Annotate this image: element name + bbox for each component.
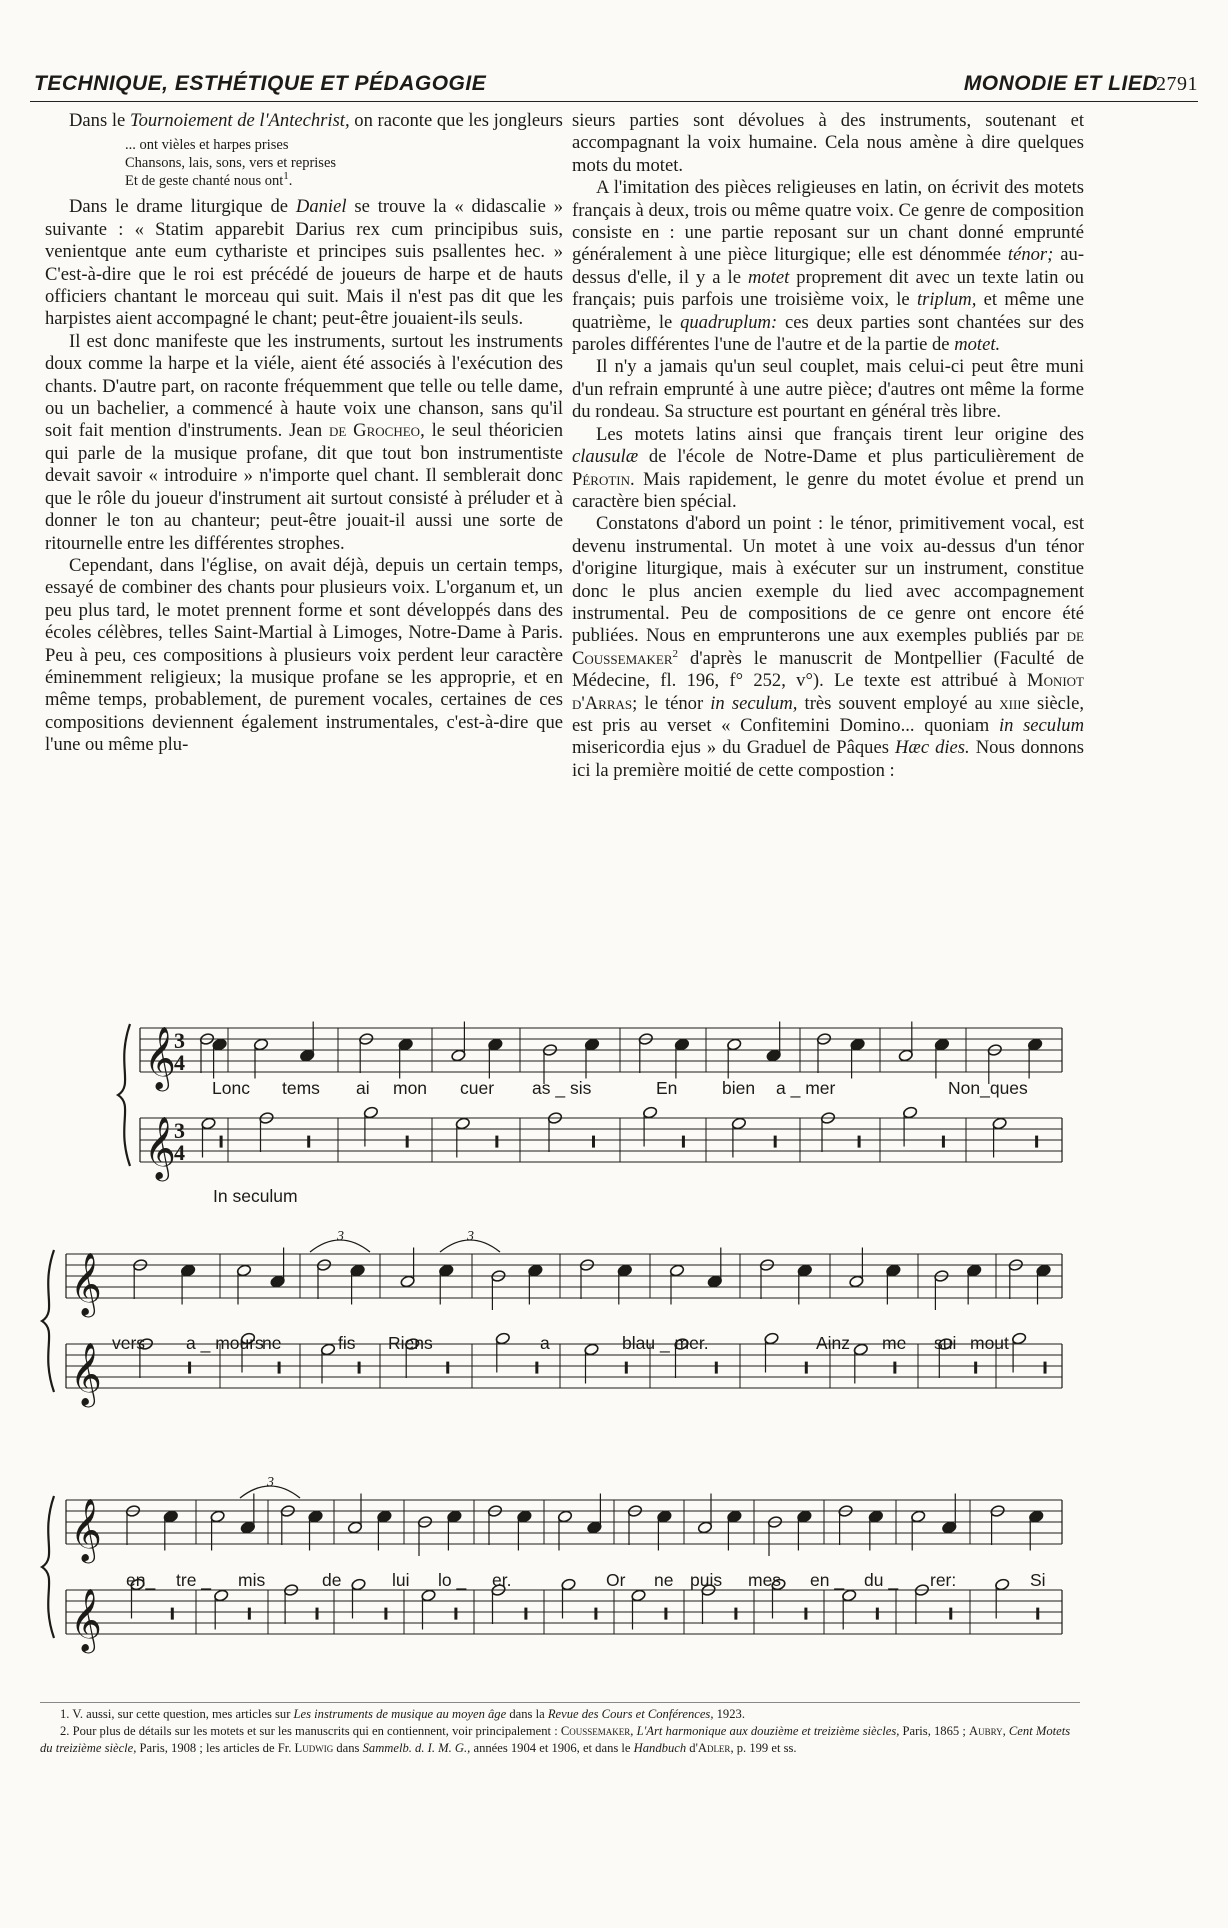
note-head bbox=[838, 1504, 853, 1517]
note-head bbox=[542, 1043, 557, 1056]
note-head bbox=[350, 1264, 365, 1277]
treble-clef-icon: 𝄞 bbox=[70, 1342, 102, 1405]
quarter-rest-icon bbox=[384, 1608, 387, 1620]
lyric-syllable: a bbox=[540, 1333, 550, 1353]
note-head bbox=[212, 1038, 227, 1051]
verse-line: Et de geste chanté nous ont$^1$. bbox=[125, 170, 293, 190]
note-head bbox=[797, 1510, 812, 1523]
paragraph: Les motets latins ainsi que français tirent leur origine des clausulæ de l'école de Notre-Dame et plus particulièrement de Pérotin. Mais rapidement, le genre du motet évolue et prend un caractère bien spécial. bbox=[572, 423, 1084, 512]
footnote-1: 1. V. aussi, sur cette question, mes articles sur Les instruments de musique au moyen âge dans la Revue des Cours et Conférences, 1923. bbox=[60, 1707, 745, 1721]
note-head bbox=[561, 1578, 576, 1591]
note-head bbox=[308, 1510, 323, 1523]
quarter-rest-icon bbox=[454, 1608, 457, 1620]
quarter-rest-icon bbox=[774, 1136, 777, 1148]
note-head bbox=[584, 1343, 599, 1356]
note-head bbox=[283, 1583, 298, 1596]
lyric-syllable: ne bbox=[654, 1570, 674, 1590]
verse-line: Chansons, lais, sons, vers et reprises bbox=[125, 155, 337, 172]
treble-clef-icon: 𝄞 bbox=[144, 1026, 176, 1089]
note-head bbox=[850, 1038, 865, 1051]
lyric-syllable: tems bbox=[282, 1078, 320, 1098]
right-column bbox=[572, 110, 1084, 782]
lyric-syllable: tre _ bbox=[176, 1570, 212, 1590]
note-head bbox=[934, 1038, 949, 1051]
note-head bbox=[966, 1264, 981, 1277]
quarter-rest-icon bbox=[625, 1362, 628, 1374]
note-head bbox=[759, 1258, 774, 1271]
footnote-ref: 1 bbox=[283, 170, 289, 183]
time-signature-bottom: 4 bbox=[174, 1050, 185, 1075]
quarter-rest-icon bbox=[495, 1136, 498, 1148]
note-head bbox=[849, 1275, 864, 1288]
lyric-syllable: Si bbox=[1030, 1570, 1046, 1590]
footnote-ref: 2 bbox=[672, 647, 679, 660]
lyric-syllable: lui bbox=[392, 1570, 410, 1590]
note-head bbox=[1011, 1332, 1026, 1345]
triplet-slur bbox=[440, 1240, 500, 1252]
lyric-syllable: vers bbox=[112, 1333, 146, 1353]
lyric-syllable: mes bbox=[748, 1570, 782, 1590]
triplet-number: 3 bbox=[467, 1229, 474, 1244]
paragraph: Dans le Tournoiement de l'Antechrist, on raconte que les jongleurs bbox=[69, 110, 563, 131]
note-head bbox=[766, 1049, 781, 1062]
note-head bbox=[674, 1038, 689, 1051]
note-head bbox=[300, 1049, 315, 1062]
lyric-syllable: a _ mer bbox=[776, 1078, 836, 1098]
note-head bbox=[199, 1032, 214, 1045]
lyric-syllable: Ainz bbox=[816, 1333, 851, 1353]
paragraph: Constatons d'abord un point : le ténor, primitivement vocal, est devenu instrumental. Un motet à une voix au-dessus d'un ténor d'origine liturgique, mais à exécuter sur un instrument, constitue donc le plus ancien exemple du lied avec accompagnement instrumental. Peu de compositions de ce genre ont encore été publiées. Nous en emprunterons une aux exemples publiés par de Coussemaker$^2$ d'après le manuscrit de Montpellier (Faculté de Médecine, fl. 196, f° 252, v°). Le texte est attribué à Moniot d'Arras; le ténor in seculum, très souvent employé au xiiie siècle, est pris au verset « Confitemini Domino... quoniam in seculum misericordia ejus » du Graduel de Pâques Hæc dies. Nous donnons ici la première moitié de cette compostion : bbox=[572, 513, 1084, 781]
note-head bbox=[517, 1510, 532, 1523]
note-head bbox=[1036, 1264, 1051, 1277]
quarter-rest-icon bbox=[446, 1362, 449, 1374]
lyric-syllable: ne bbox=[262, 1333, 282, 1353]
note-head bbox=[617, 1264, 632, 1277]
header-rule bbox=[30, 101, 1198, 102]
note-head bbox=[697, 1521, 712, 1534]
note-head bbox=[727, 1038, 742, 1051]
note-head bbox=[363, 1106, 378, 1119]
note-head bbox=[270, 1275, 285, 1288]
paragraph: Dans le drame liturgique de Daniel se trouve la « didascalie » suivante : « Statim apparebit Darius rex cum principibus suis, venientque ante eum cythariste et principes suis psallentes hec. » C'est-à-dire que le roi est précédé de joueurs de harpe et de hauts officiers chantant le morceau qui suit. Mais il n'est pas dit que les harpistes aient accompagné le chant; peut-être jouaient-ils seuls. bbox=[45, 196, 564, 330]
note-head bbox=[1029, 1510, 1044, 1523]
footnotes bbox=[40, 1702, 1080, 1757]
quarter-rest-icon bbox=[406, 1136, 409, 1148]
note-head bbox=[816, 1032, 831, 1045]
system-brace bbox=[42, 1496, 54, 1638]
quarter-rest-icon bbox=[307, 1136, 310, 1148]
note-head bbox=[797, 1264, 812, 1277]
note-head bbox=[898, 1049, 913, 1062]
note-head bbox=[163, 1510, 178, 1523]
note-head bbox=[488, 1038, 503, 1051]
note-head bbox=[1008, 1258, 1023, 1271]
note-head bbox=[868, 1510, 883, 1523]
quarter-rest-icon bbox=[1044, 1362, 1047, 1374]
treble-clef-icon: 𝄞 bbox=[70, 1252, 102, 1315]
note-head bbox=[990, 1504, 1005, 1517]
note-head bbox=[201, 1117, 216, 1130]
lyric-syllable: as _ sis bbox=[532, 1078, 592, 1098]
time-signature-bottom: 4 bbox=[174, 1140, 185, 1165]
note-head bbox=[886, 1264, 901, 1277]
page-number: 2791 bbox=[1156, 73, 1198, 95]
quarter-rest-icon bbox=[220, 1136, 223, 1148]
note-head bbox=[547, 1111, 562, 1124]
treble-clef-icon: 𝄞 bbox=[70, 1498, 102, 1561]
note-head bbox=[316, 1258, 331, 1271]
lyric-syllable: me bbox=[882, 1333, 907, 1353]
quarter-rest-icon bbox=[804, 1608, 807, 1620]
note-head bbox=[642, 1106, 657, 1119]
note-head bbox=[657, 1510, 672, 1523]
note-head bbox=[240, 1521, 255, 1534]
quarter-rest-icon bbox=[893, 1362, 896, 1374]
note-head bbox=[451, 1049, 466, 1062]
lyric-syllable: Non_ques bbox=[948, 1078, 1028, 1098]
quarter-rest-icon bbox=[524, 1608, 527, 1620]
note-head bbox=[987, 1043, 1002, 1056]
lyric-syllable: blau _ mer. bbox=[622, 1333, 709, 1353]
note-head bbox=[236, 1264, 251, 1277]
quarter-rest-icon bbox=[715, 1362, 718, 1374]
note-head bbox=[992, 1117, 1007, 1130]
lyric-syllable: bien bbox=[722, 1078, 756, 1098]
note-head bbox=[495, 1332, 510, 1345]
lyric-syllable: lo _ bbox=[438, 1570, 467, 1590]
note-head bbox=[253, 1038, 268, 1051]
note-head bbox=[439, 1264, 454, 1277]
note-head bbox=[942, 1521, 957, 1534]
note-head bbox=[320, 1343, 335, 1356]
note-head bbox=[934, 1269, 949, 1282]
note-head bbox=[587, 1521, 602, 1534]
quarter-rest-icon bbox=[682, 1136, 685, 1148]
quarter-rest-icon bbox=[664, 1608, 667, 1620]
paragraph: Cependant, dans l'église, on avait déjà, depuis un certain temps, essayé de combiner des chants pour plusieurs voix. L'organum et, un peu plus tard, le motet prennent forme et sont développés dans des écoles célèbres, telles Saint-Martial à Limoges, Notre-Dame à Paris. Peu à peu, ces compositions à plusieurs voix perdent leur caractère éminemment religieux; la musique profane se les approprie, et en même temps, probablement, de purement vocales, certaines de ces compositions deviennent également instrumentales, c'est-à-dire que l'une ou même plu- bbox=[45, 554, 563, 756]
note-head bbox=[214, 1589, 229, 1602]
note-head bbox=[727, 1510, 742, 1523]
note-head bbox=[914, 1583, 929, 1596]
note-head bbox=[853, 1343, 868, 1356]
quarter-rest-icon bbox=[942, 1136, 945, 1148]
note-head bbox=[707, 1275, 722, 1288]
note-head bbox=[347, 1521, 362, 1534]
note-head bbox=[638, 1032, 653, 1045]
left-column bbox=[45, 110, 563, 757]
note-head bbox=[210, 1510, 225, 1523]
note-head bbox=[447, 1510, 462, 1523]
note-head bbox=[398, 1038, 413, 1051]
note-head bbox=[579, 1258, 594, 1271]
quarter-rest-icon bbox=[278, 1362, 281, 1374]
note-head bbox=[902, 1106, 917, 1119]
lyric-syllable: Lonc bbox=[212, 1078, 250, 1098]
note-head bbox=[417, 1515, 432, 1528]
header-right-title: MONODIE ET LIED bbox=[963, 72, 1158, 95]
note-head bbox=[528, 1264, 543, 1277]
lyric-syllable: en _ bbox=[810, 1570, 845, 1590]
lyric-syllable: mis bbox=[238, 1570, 266, 1590]
note-head bbox=[280, 1504, 295, 1517]
note-head bbox=[820, 1111, 835, 1124]
lyric-syllable: En bbox=[656, 1078, 678, 1098]
note-head bbox=[491, 1269, 506, 1282]
note-head bbox=[911, 1510, 926, 1523]
lyric-syllable: de bbox=[322, 1570, 342, 1590]
note-head bbox=[627, 1504, 642, 1517]
note-head bbox=[259, 1111, 274, 1124]
quarter-rest-icon bbox=[805, 1362, 808, 1374]
triplet-slur bbox=[240, 1486, 300, 1498]
quarter-rest-icon bbox=[876, 1608, 879, 1620]
note-head bbox=[351, 1578, 366, 1591]
triplet-slur bbox=[310, 1240, 370, 1252]
lyric-syllable: cuer bbox=[460, 1078, 495, 1098]
paragraph: sieurs parties sont dévolues à des instruments, soutenant et accompagnant la voix humaine. Cela nous amène à dire quelques mots du motet. bbox=[572, 110, 1084, 176]
lyric-syllable: sui bbox=[934, 1333, 957, 1353]
treble-clef-icon: 𝄞 bbox=[70, 1588, 102, 1651]
quarter-rest-icon bbox=[858, 1136, 861, 1148]
system-brace bbox=[42, 1250, 54, 1392]
time-signature-top: 3 bbox=[174, 1118, 185, 1143]
lyric-syllable: Or bbox=[606, 1570, 626, 1590]
lyric-syllable: mon bbox=[393, 1078, 428, 1098]
quarter-rest-icon bbox=[171, 1608, 174, 1620]
quarter-rest-icon bbox=[594, 1608, 597, 1620]
note-head bbox=[764, 1332, 779, 1345]
lyric-syllable: rer: bbox=[930, 1570, 957, 1590]
note-head bbox=[584, 1038, 599, 1051]
note-head bbox=[995, 1578, 1010, 1591]
note-head bbox=[421, 1589, 436, 1602]
note-head bbox=[731, 1117, 746, 1130]
quarter-rest-icon bbox=[592, 1136, 595, 1148]
note-head bbox=[557, 1510, 572, 1523]
lyric-syllable: en_ bbox=[126, 1570, 156, 1590]
time-signature-top: 3 bbox=[174, 1028, 185, 1053]
quarter-rest-icon bbox=[1035, 1136, 1038, 1148]
running-header bbox=[30, 72, 1198, 102]
triplet-number: 3 bbox=[337, 1229, 344, 1244]
note-head bbox=[669, 1264, 684, 1277]
note-head bbox=[1027, 1038, 1042, 1051]
lyric-syllable: a _ mours bbox=[186, 1333, 264, 1353]
quarter-rest-icon bbox=[248, 1608, 251, 1620]
quarter-rest-icon bbox=[316, 1608, 319, 1620]
note-head bbox=[125, 1504, 140, 1517]
quarter-rest-icon bbox=[358, 1362, 361, 1374]
quarter-rest-icon bbox=[949, 1608, 952, 1620]
note-head bbox=[133, 1258, 148, 1271]
lyric-syllable: ai bbox=[356, 1078, 370, 1098]
note-head bbox=[455, 1117, 470, 1130]
lyric-syllable: mout bbox=[970, 1333, 1009, 1353]
paragraph: Il n'y a jamais qu'un seul couplet, mais celui-ci peut être muni d'un refrain emprunté à une autre pièce; d'autres ont même la forme du rondeau. Sa structure est pourtant en général très libre. bbox=[572, 356, 1084, 423]
treble-clef-icon: 𝄞 bbox=[144, 1116, 176, 1179]
verse-quote bbox=[125, 136, 563, 190]
lyric-syllable: puis bbox=[690, 1570, 723, 1590]
quarter-rest-icon bbox=[734, 1608, 737, 1620]
quarter-rest-icon bbox=[535, 1362, 538, 1374]
note-head bbox=[487, 1504, 502, 1517]
lyric-syllable: er. bbox=[492, 1570, 512, 1590]
quarter-rest-icon bbox=[1036, 1608, 1039, 1620]
note-head bbox=[400, 1275, 415, 1288]
system-brace bbox=[118, 1024, 130, 1166]
note-head bbox=[180, 1264, 195, 1277]
note-head bbox=[377, 1510, 392, 1523]
tenor-label: In seculum bbox=[213, 1186, 298, 1206]
footnote-2: 2. Pour plus de détails sur les motets et sur les manuscrits qui en contiennent, voir principalement : Coussemaker, L'Art harmonique aux douzième et treizième siècles, Paris, 1865 ; Aubry, Cent Motets du treizième siècle, Paris, 1908 ; les articles de Fr. Ludwig dans Sammelb. d. I. M. G., années 1904 et 1906, et dans le Handbuch d'Adler, p. 199 et ss. bbox=[40, 1724, 1071, 1755]
lyric-syllable: fis bbox=[338, 1333, 356, 1353]
verse-line: ... ont vièles et harpes prises bbox=[125, 137, 289, 154]
triplet-number: 3 bbox=[267, 1475, 274, 1490]
note-head bbox=[767, 1515, 782, 1528]
note-head bbox=[359, 1032, 374, 1045]
paragraph: Il est donc manifeste que les instruments, surtout les instruments doux comme la harpe et la viéle, aient été associés à l'exécution des chants. D'autre part, on raconte fréquemment que telle ou telle dame, ou un bachelier, a commencé à haute voix une chanson, sans qu'il soit fait mention d'instruments. Jean de Grocheo, le seul théoricien qui parle de la musique profane, dit que tout bon instrumentiste devait savoir « introduire » n'importe quel chant. Il semblerait donc que le rôle du joueur d'instrument ait surtout consisté à préluder et à donner le ton au chanteur; peut-être jouait-il aussi une sorte de ritournelle entre les différentes strophes. bbox=[45, 330, 563, 554]
note-head bbox=[631, 1589, 646, 1602]
paragraph: A l'imitation des pièces religieuses en latin, on écrivit des motets français à deux, trois ou même quatre voix. Ce genre de composition consiste en : une partie reposant sur un chant donné emprunté généralement à une pièce liturgique; elle est dénommée ténor; au-dessus d'elle, il y a le motet proprement dit avec un texte latin ou français; puis parfois une troisième voix, le triplum, et même une quatrième, le quadruplum: ces deux parties sont chantées sur des paroles différentes l'une de l'autre et de la partie de motet. bbox=[572, 177, 1085, 356]
lyric-syllable: du _ bbox=[864, 1570, 899, 1590]
quarter-rest-icon bbox=[974, 1362, 977, 1374]
header-left-title: TECHNIQUE, ESTHÉTIQUE ET PÉDAGOGIE bbox=[34, 72, 487, 95]
quarter-rest-icon bbox=[188, 1362, 191, 1374]
lyric-syllable: Riens bbox=[388, 1333, 433, 1353]
